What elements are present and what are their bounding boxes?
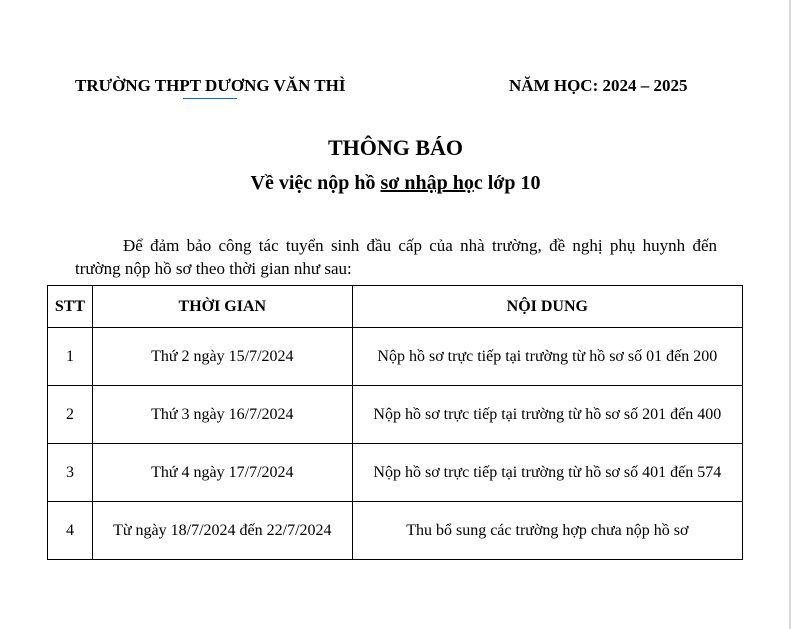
cell-stt: 3 [48, 444, 93, 502]
table-row [48, 386, 743, 444]
table-row [48, 444, 743, 502]
cell-time: Thứ 4 ngày 17/7/2024 [92, 444, 352, 502]
spellcheck-underline [183, 98, 237, 99]
header-stt: STT [48, 286, 93, 328]
subtitle-part-2: c lớp 10 [473, 172, 541, 194]
cell-stt: 4 [48, 502, 93, 560]
subtitle-part-underlined: sơ nhập họ [380, 172, 474, 194]
school-year: NĂM HỌC: 2024 – 2025 [509, 76, 688, 95]
cell-time: Từ ngày 18/7/2024 đến 22/7/2024 [92, 502, 352, 560]
notice-subtitle [0, 172, 791, 195]
header-time: THỜI GIAN [92, 286, 352, 328]
cell-content: Nộp hồ sơ trực tiếp tại trường từ hồ sơ số 401 đến 574 [352, 444, 742, 502]
intro-paragraph: Để đảm bảo công tác tuyển sinh đầu cấp của nhà trường, đề nghị phụ huynh đến trường nộp hồ sơ theo thời gian như sau: [75, 236, 717, 278]
table-row [48, 328, 743, 386]
header-content: NỘI DUNG [352, 286, 742, 328]
schedule-table [47, 285, 743, 560]
cell-stt: 1 [48, 328, 93, 386]
cell-time: Thứ 2 ngày 15/7/2024 [92, 328, 352, 386]
notice-title: THÔNG BÁO [327, 135, 464, 160]
cell-stt: 2 [48, 386, 93, 444]
cell-time: Thứ 3 ngày 16/7/2024 [92, 386, 352, 444]
cell-content: Thu bổ sung các trường hợp chưa nộp hồ sơ [352, 502, 742, 560]
subtitle-part-1: Về việc nộp hồ [250, 172, 381, 194]
school-name: TRƯỜNG THPT DƯƠNG VĂN THÌ [75, 76, 346, 95]
cell-content: Nộp hồ sơ trực tiếp tại trường từ hồ sơ số 01 đến 200 [352, 328, 742, 386]
table-row [48, 502, 743, 560]
cell-content: Nộp hồ sơ trực tiếp tại trường từ hồ sơ số 201 đến 400 [352, 386, 742, 444]
table-header-row [48, 286, 743, 328]
